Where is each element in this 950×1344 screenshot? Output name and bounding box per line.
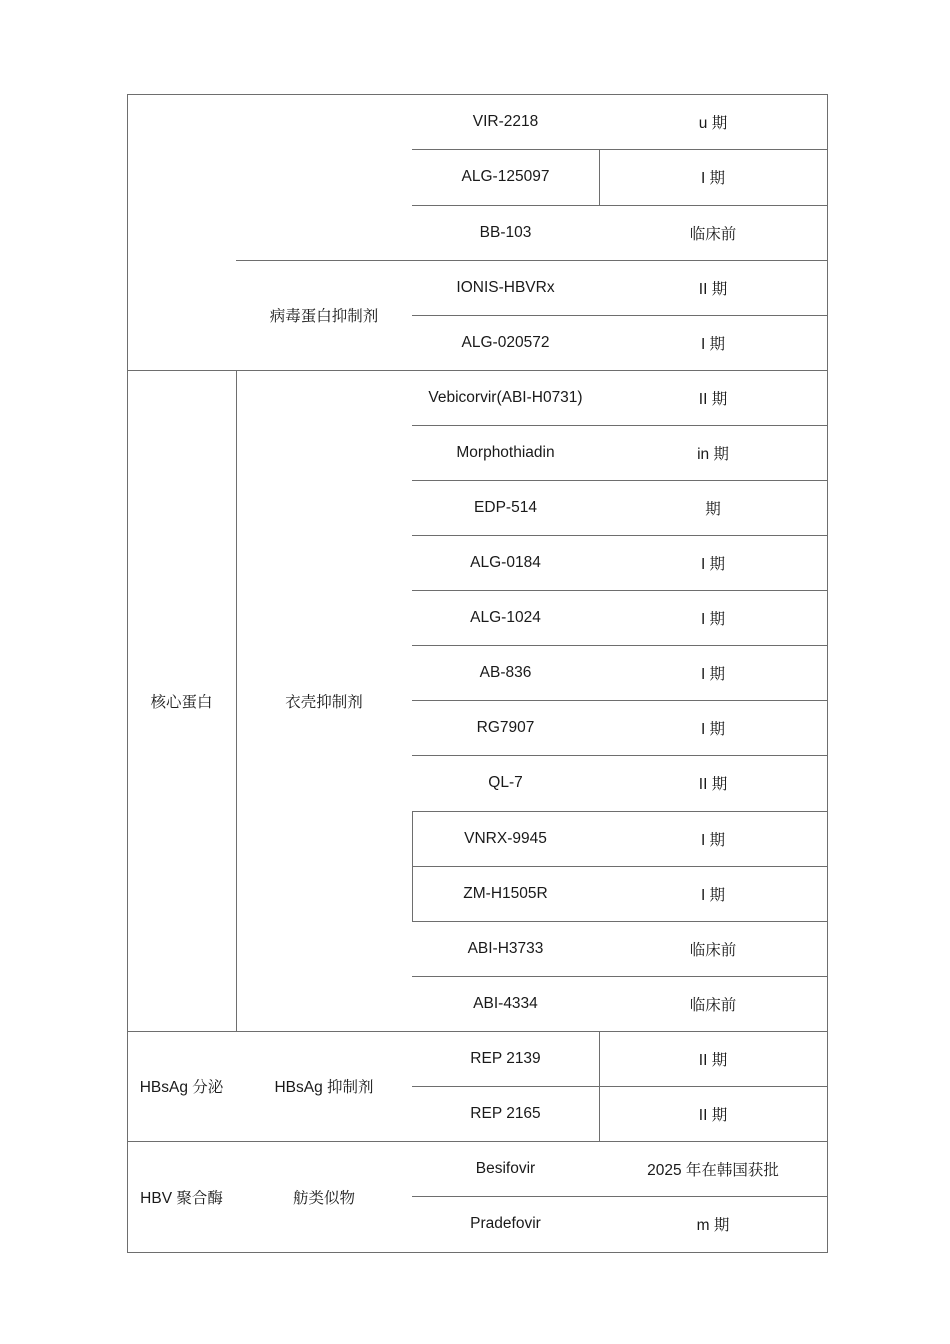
drug-name-cell: QL-7 bbox=[488, 774, 523, 791]
phase-cell: 临床前 bbox=[689, 996, 737, 1014]
target-cell bbox=[127, 94, 236, 370]
class-cell: 衣壳抑制剂 bbox=[285, 693, 363, 711]
phase-cell: 2025 年在韩国获批 bbox=[647, 1161, 779, 1179]
phase-cell: I 期 bbox=[700, 886, 726, 904]
drug-name-cell: REP 2165 bbox=[470, 1104, 541, 1122]
phase-cell: II 期 bbox=[698, 1106, 728, 1124]
drug-name-cell: Vebicorvir(ABI-H0731) bbox=[428, 388, 583, 406]
phase-cell: I 期 bbox=[700, 335, 726, 353]
phase-cell: 临床前 bbox=[689, 941, 737, 959]
drug-name-cell: ALG-0184 bbox=[470, 553, 541, 571]
phase-cell: I 期 bbox=[700, 610, 726, 628]
class-cell: HBsAg 抑制剂 bbox=[274, 1079, 374, 1096]
phase-cell: I 期 bbox=[700, 665, 726, 683]
phase-cell: 临床前 bbox=[689, 225, 737, 243]
drug-name-cell: EDP-514 bbox=[474, 498, 537, 516]
phase-cell: m 期 bbox=[696, 1217, 730, 1234]
drug-name-cell: REP 2139 bbox=[470, 1049, 541, 1067]
phase-cell: u 期 bbox=[698, 114, 728, 132]
drug-name-cell: IONIS-HBVRx bbox=[456, 278, 555, 296]
phase-cell: II 期 bbox=[698, 776, 728, 793]
drug-name-cell: ZM-H1505R bbox=[463, 884, 548, 902]
phase-cell: II 期 bbox=[698, 280, 728, 298]
class-cell: 舫类似物 bbox=[292, 1189, 355, 1207]
table-border-right bbox=[827, 94, 828, 1253]
target-cell: HBV 聚合酶 bbox=[140, 1189, 223, 1207]
target-cell: HBsAg 分泌 bbox=[139, 1079, 224, 1096]
phase-cell: I 期 bbox=[700, 555, 726, 573]
phase-cell: II 期 bbox=[698, 1051, 728, 1069]
drug-name-cell: Pradefovir bbox=[470, 1215, 541, 1232]
phase-cell: II 期 bbox=[698, 390, 728, 408]
drug-name-cell: Besifovir bbox=[475, 1159, 536, 1177]
phase-cell: I 期 bbox=[700, 831, 726, 849]
drug-name-cell: Morphothiadin bbox=[456, 443, 555, 461]
phase-cell: in 期 bbox=[697, 445, 729, 463]
drug-name-cell: ABI-4334 bbox=[473, 994, 538, 1012]
drug-name-cell: RG7907 bbox=[476, 718, 535, 736]
table-border-bottom bbox=[127, 1252, 828, 1253]
drug-name-cell: BB-103 bbox=[479, 223, 532, 241]
phase-cell: 期 bbox=[705, 500, 721, 518]
phase-cell: I 期 bbox=[700, 720, 726, 738]
drug-name-cell: ALG-020572 bbox=[461, 333, 550, 351]
drug-name-cell: AB-836 bbox=[479, 663, 532, 681]
class-cell bbox=[236, 94, 412, 260]
target-cell: 核心蛋白 bbox=[150, 693, 213, 711]
class-cell: 病毒蛋白抑制剂 bbox=[269, 308, 379, 325]
drug-name-cell: ALG-125097 bbox=[461, 168, 550, 185]
phase-cell: I 期 bbox=[700, 170, 726, 187]
drug-name-cell: VNRX-9945 bbox=[464, 829, 547, 847]
drug-name-cell: ABI-H3733 bbox=[467, 939, 544, 957]
drug-name-cell: ALG-1024 bbox=[470, 608, 541, 626]
drug-name-cell: VIR-2218 bbox=[472, 112, 539, 130]
